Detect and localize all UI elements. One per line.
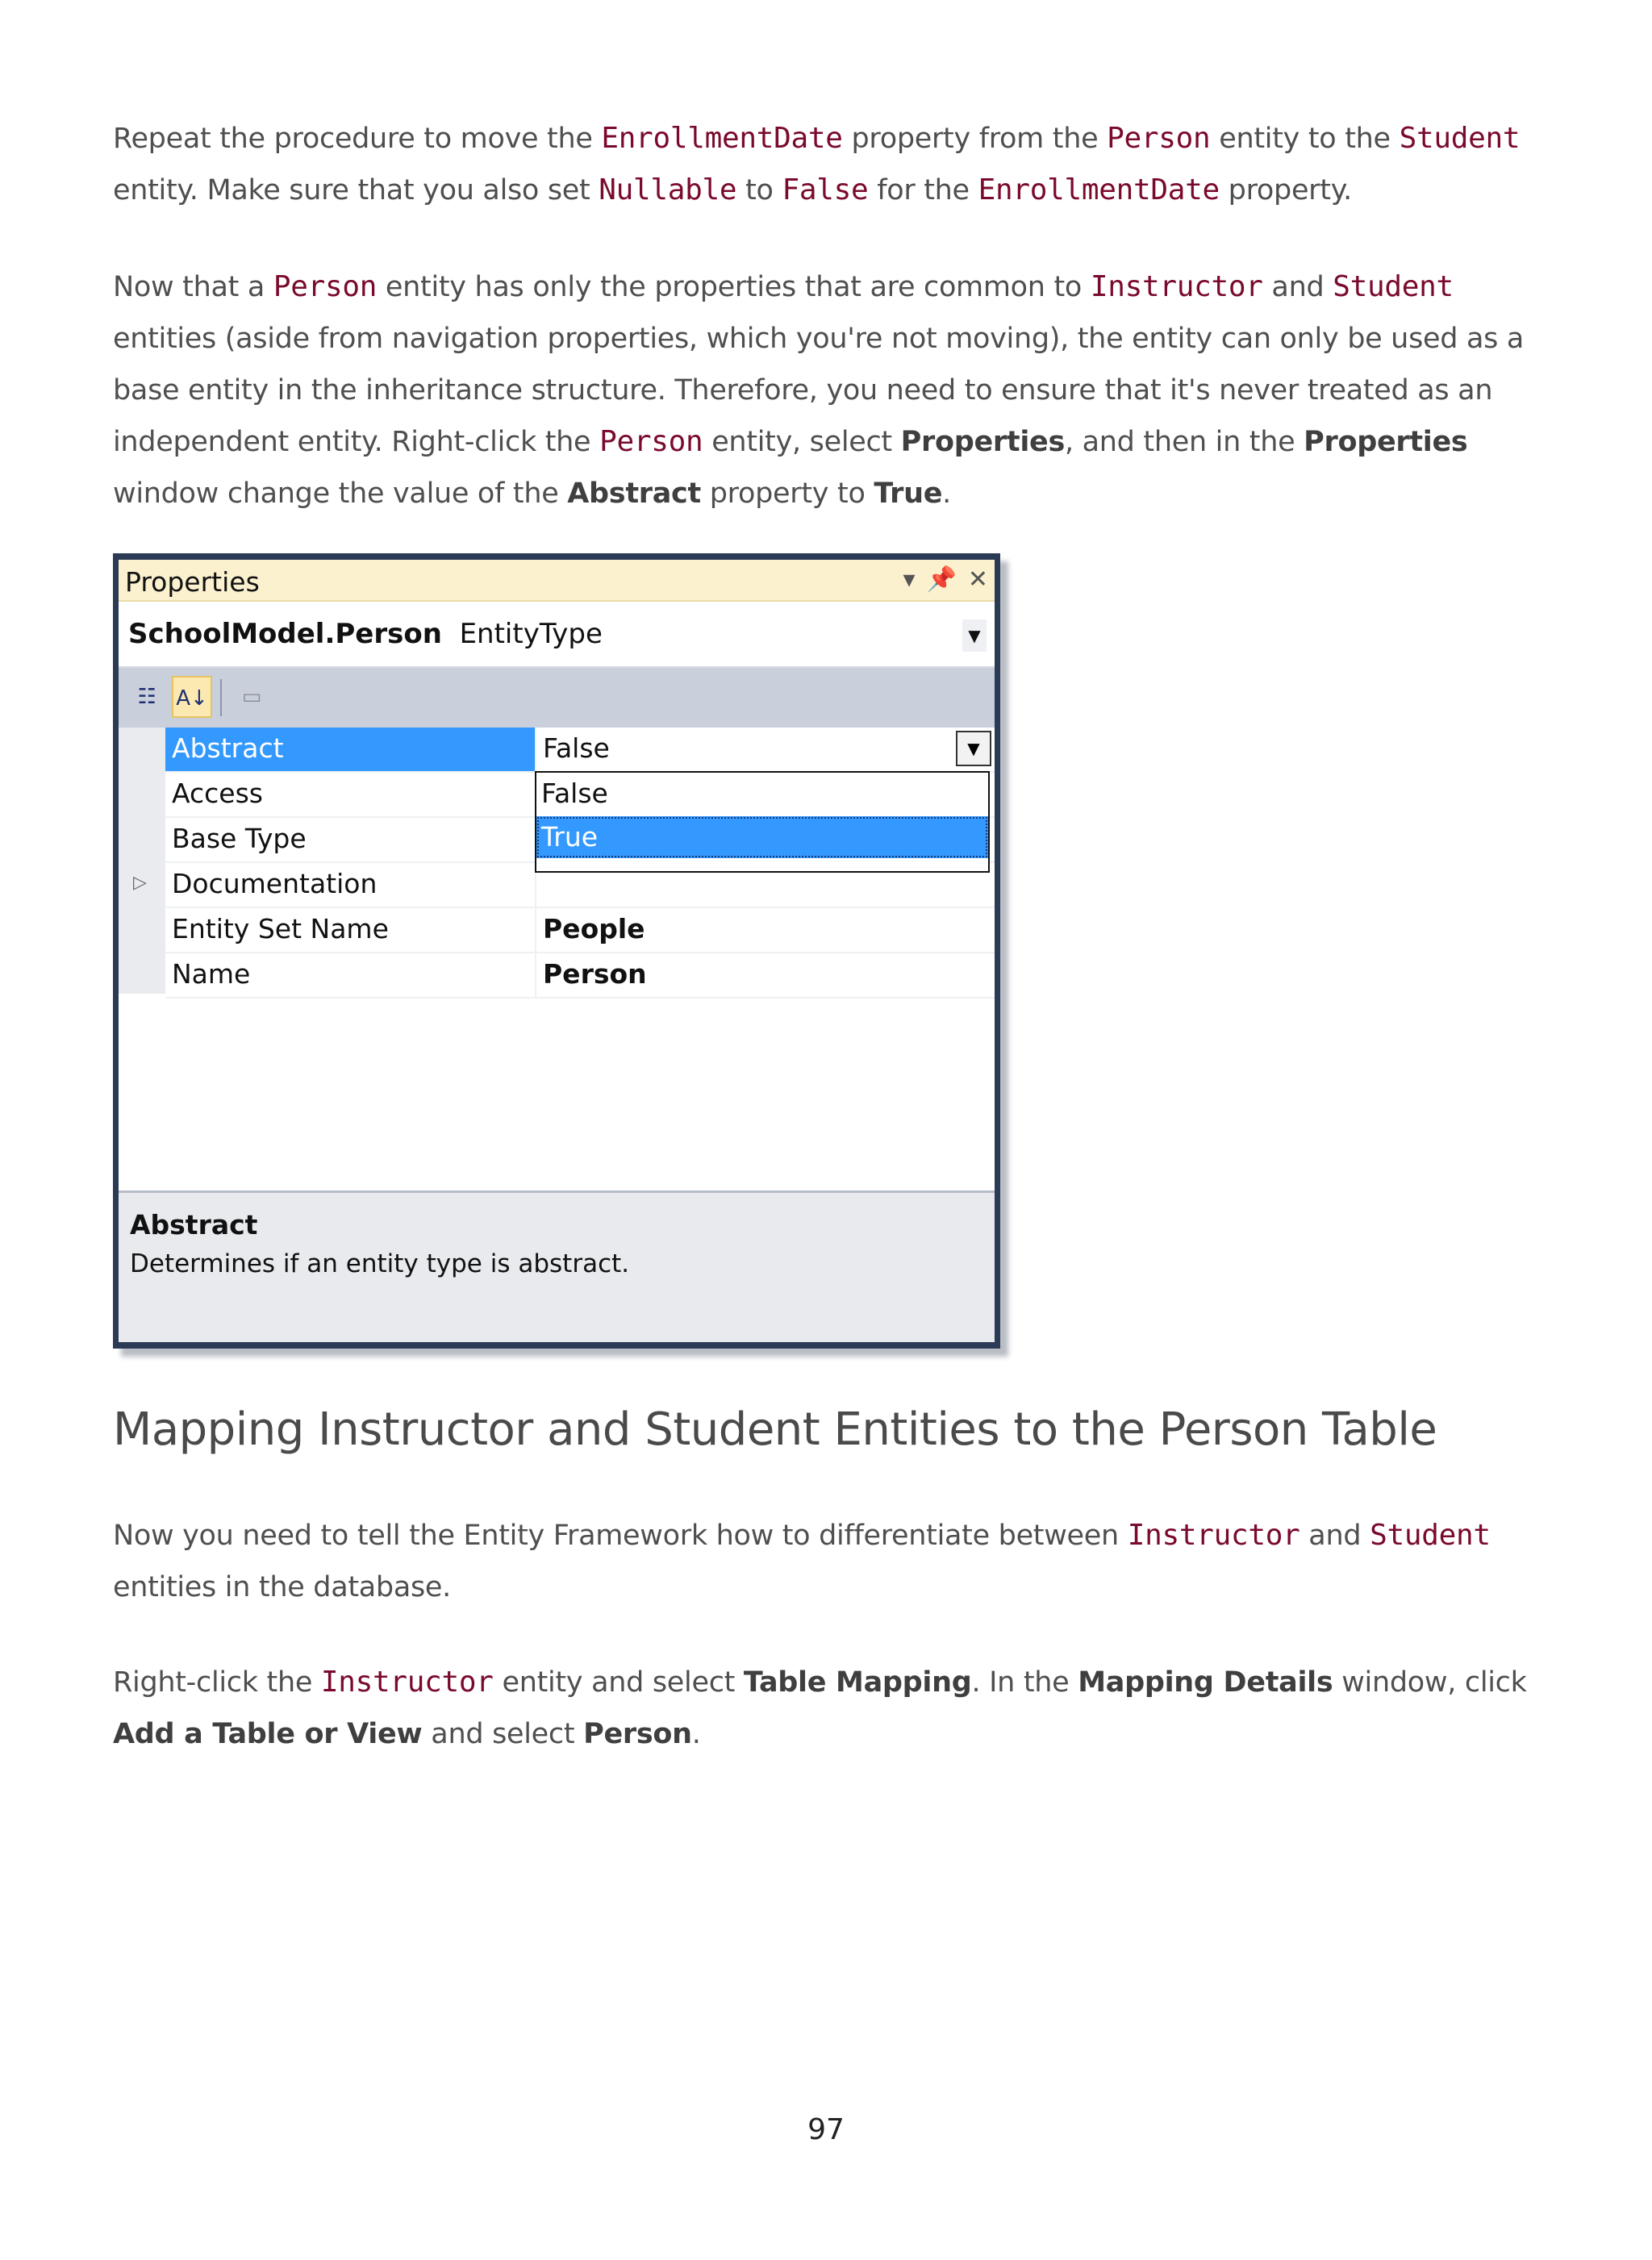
text: property from the (842, 123, 1108, 155)
chevron-down-icon[interactable]: ▼ (962, 619, 987, 652)
text: to (736, 174, 782, 206)
paragraph-table-mapping (113, 1657, 1541, 1760)
text: entity, select (703, 426, 901, 458)
expand-triangle-icon[interactable]: ▷ (133, 873, 147, 893)
grid-gutter (119, 728, 165, 994)
property-name: Abstract (172, 732, 284, 764)
selector-object-type: EntityType (459, 618, 603, 650)
code-person: Person (599, 425, 703, 458)
text: , and then in the (1064, 426, 1304, 458)
column-divider (535, 908, 536, 952)
text: window change the value of the (113, 477, 568, 510)
bold-person: Person (583, 1718, 692, 1750)
paragraph-move-enrollmentdate (113, 113, 1541, 216)
column-divider (535, 728, 536, 771)
property-value-combo[interactable]: False (543, 732, 610, 764)
page-number: 97 (807, 2113, 845, 2146)
close-icon[interactable]: ✕ (967, 565, 988, 594)
code-enrollmentdate: EnrollmentDate (978, 173, 1220, 206)
code-person: Person (273, 270, 378, 303)
properties-title-bar (119, 560, 995, 602)
bold-abstract: Abstract (567, 477, 701, 510)
bold-table-mapping: Table Mapping (743, 1666, 972, 1699)
property-row-name[interactable] (165, 953, 995, 999)
section-heading: Mapping Instructor and Student Entities to the Person Table (113, 1403, 1437, 1456)
paragraph-abstract-person (113, 261, 1541, 519)
code-false: False (782, 173, 869, 206)
column-divider (535, 953, 536, 997)
abstract-value-dropdown (535, 771, 990, 873)
property-row-entity-set-name[interactable] (165, 908, 995, 953)
code-student: Student (1399, 122, 1521, 155)
code-instructor: Instructor (1090, 270, 1263, 303)
property-value[interactable]: Person (543, 958, 647, 990)
bold-mapping-details: Mapping Details (1078, 1666, 1333, 1699)
bold-properties: Properties (900, 426, 1065, 458)
text: entity. Make sure that you also set (113, 174, 599, 206)
text: Now you need to tell the Entity Framework how to differentiate between (113, 1520, 1128, 1552)
text: and (1262, 271, 1333, 303)
dropdown-option-false[interactable]: False (541, 778, 608, 809)
properties-title: Properties (125, 566, 260, 598)
bold-properties: Properties (1304, 426, 1468, 458)
bold-true: True (874, 477, 943, 510)
code-student: Student (1333, 270, 1454, 303)
text: . (691, 1718, 701, 1750)
code-instructor: Instructor (1127, 1519, 1300, 1552)
text: . In the (971, 1666, 1078, 1699)
categorized-icon[interactable]: ☷ (137, 685, 156, 709)
paragraph-differentiate (113, 1510, 1541, 1613)
property-name: Access (172, 778, 263, 809)
object-selector-value (128, 618, 603, 650)
text: entity and select (493, 1666, 744, 1699)
property-name: Documentation (172, 868, 378, 899)
text: property to (700, 477, 874, 510)
alphabetical-sort-icon[interactable]: A↓ (172, 676, 212, 718)
property-row-abstract[interactable] (165, 728, 995, 773)
code-student: Student (1370, 1519, 1491, 1552)
code-person: Person (1107, 122, 1211, 155)
properties-toolbar (119, 668, 995, 728)
text: and select (422, 1718, 584, 1750)
title-bar-buttons (903, 565, 988, 595)
text: . (942, 477, 951, 510)
dropdown-arrow-icon[interactable]: ▾ (903, 565, 916, 594)
chevron-down-icon[interactable]: ▼ (956, 731, 991, 766)
text: property. (1219, 174, 1352, 206)
text: entity has only the properties that are common to (377, 271, 1091, 303)
property-name: Entity Set Name (172, 913, 389, 944)
properties-window (119, 560, 995, 1342)
text: Repeat the procedure to move the (113, 123, 602, 155)
code-nullable: Nullable (599, 173, 737, 206)
text: Right-click the (113, 1666, 321, 1699)
bold-add-table-or-view: Add a Table or View (113, 1718, 423, 1750)
code-instructor: Instructor (320, 1666, 494, 1699)
code-enrollmentdate: EnrollmentDate (601, 122, 843, 155)
text: for the (868, 174, 978, 206)
dropdown-option-true[interactable]: True (536, 816, 988, 858)
description-text: Determines if an entity type is abstract. (130, 1249, 630, 1278)
selector-object-name: SchoolModel.Person (128, 618, 442, 650)
property-pages-icon[interactable]: ▭ (241, 685, 262, 709)
text: entities (aside from navigation properties, which you're not moving), the entity can only be used as a base entity in the inheritance structure. Therefore, you need to ensure that it's never treated as an independent entity. Right-click the (113, 323, 1525, 458)
text: window, click (1333, 1666, 1527, 1699)
object-selector[interactable] (119, 602, 995, 668)
text: entity to the (1210, 123, 1400, 155)
description-title: Abstract (130, 1209, 258, 1240)
text: Now that a (113, 271, 273, 303)
property-name: Base Type (172, 823, 307, 854)
pin-icon[interactable]: 📌 (926, 565, 957, 594)
toolbar-separator (220, 679, 222, 716)
text: entities in the database. (113, 1571, 451, 1603)
property-description-pane (119, 1190, 995, 1342)
property-name: Name (172, 958, 251, 990)
property-value[interactable]: People (543, 913, 645, 944)
properties-window-screenshot (113, 553, 1000, 1349)
text: and (1299, 1520, 1370, 1552)
